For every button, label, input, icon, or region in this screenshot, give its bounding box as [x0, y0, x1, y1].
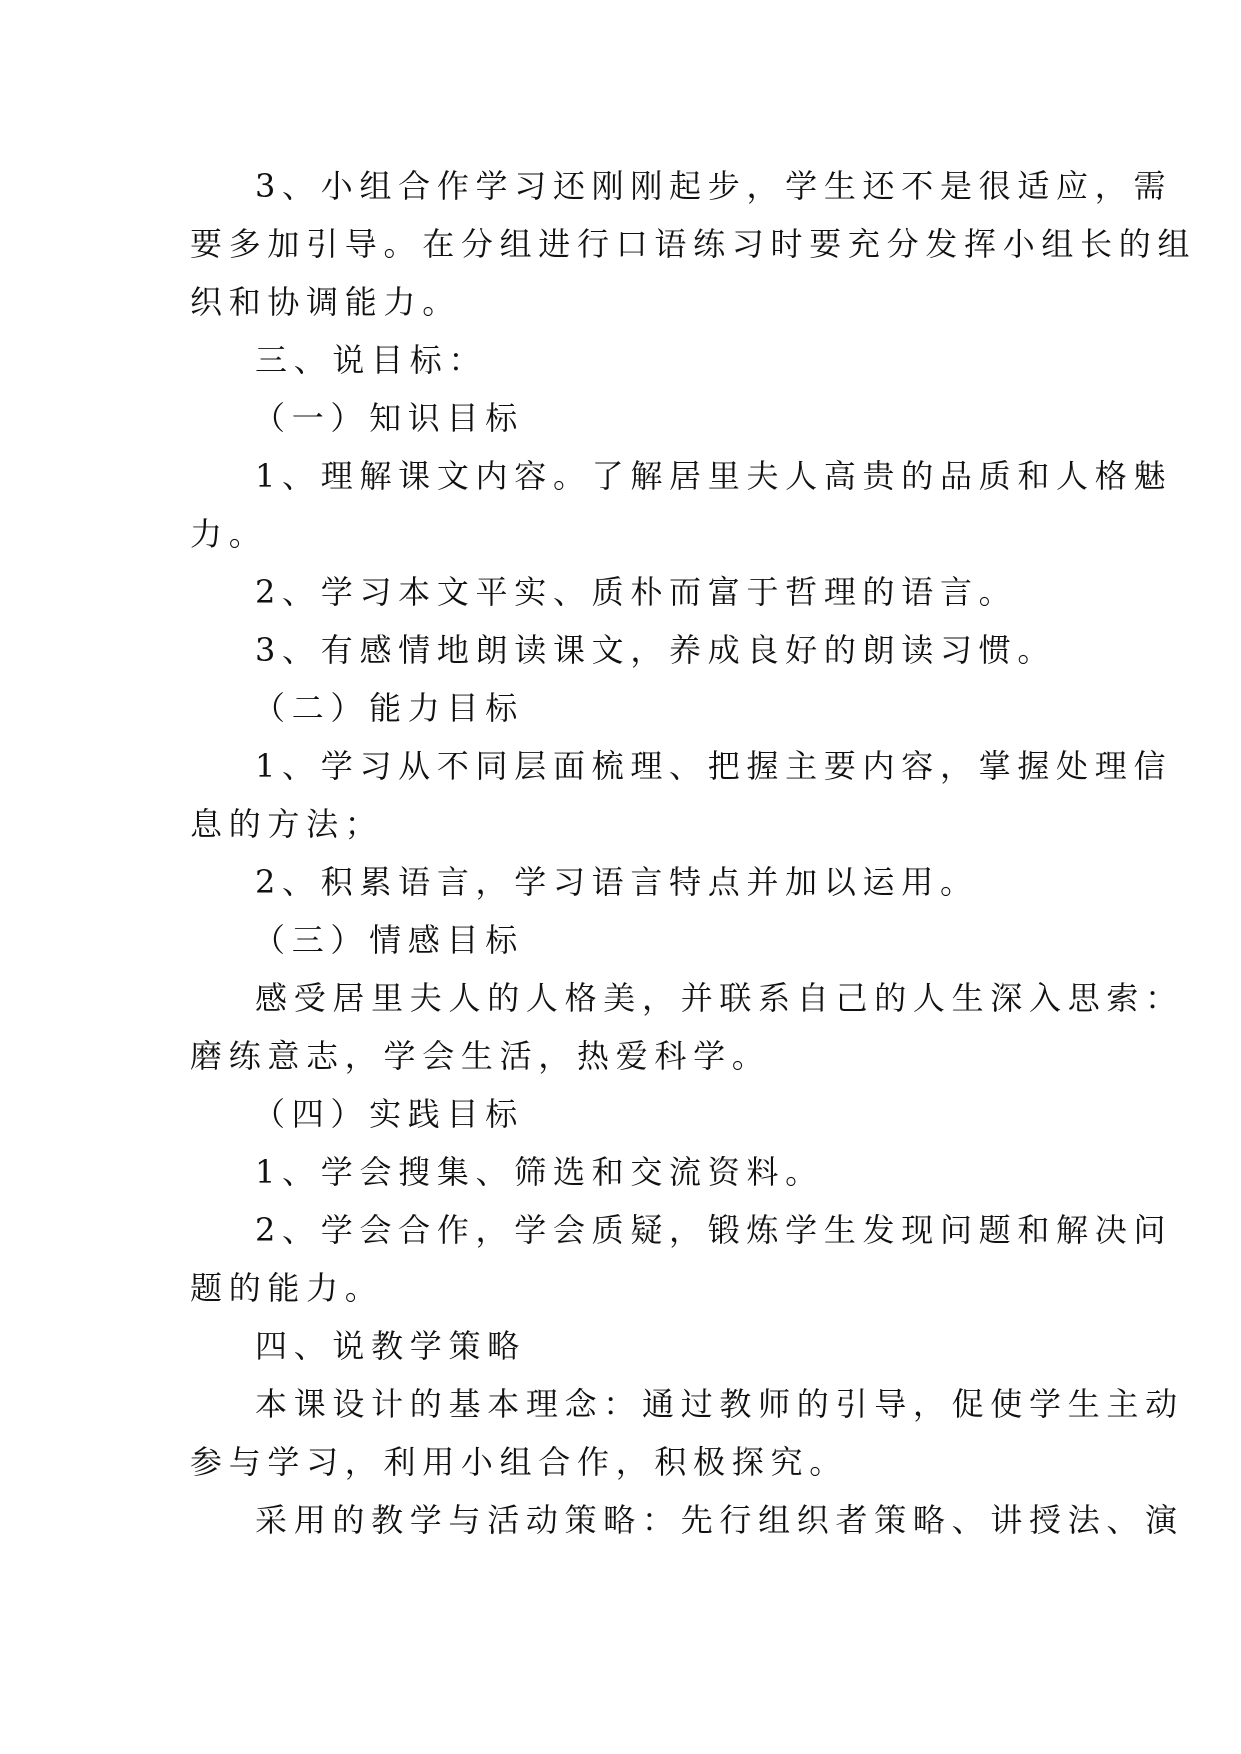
paragraph-line: 1、理解课文内容。了解居里夫人高贵的品质和人格魅	[255, 457, 1173, 495]
subsection-heading: （三）情感目标	[253, 921, 524, 959]
paragraph-line: 2、学习本文平实、质朴而富于哲理的语言。	[255, 573, 1018, 611]
subsection-heading: （二）能力目标	[253, 689, 524, 727]
paragraph-line: 本课设计的基本理念：通过教师的引导，促使学生主动	[255, 1385, 1184, 1423]
paragraph-line: 3、有感情地朗读课文，养成良好的朗读习惯。	[255, 631, 1057, 669]
paragraph-line: 1、学会搜集、筛选和交流资料。	[255, 1153, 824, 1191]
paragraph-line: 1、学习从不同层面梳理、把握主要内容，掌握处理信	[255, 747, 1173, 785]
paragraph-line: 3、小组合作学习还刚刚起步，学生还不是很适应，需	[255, 167, 1173, 205]
section-heading: 四、说教学策略	[255, 1327, 526, 1365]
paragraph-line: 感受居里夫人的人格美，并联系自己的人生深入思索：	[255, 979, 1184, 1017]
subsection-heading: （四）实践目标	[253, 1095, 524, 1133]
paragraph-line: 磨练意志，学会生活，热爱科学。	[190, 1037, 771, 1075]
paragraph-line: 采用的教学与活动策略：先行组织者策略、讲授法、演	[255, 1501, 1184, 1539]
section-heading: 三、说目标：	[255, 341, 488, 379]
paragraph-line: 要多加引导。在分组进行口语练习时要充分发挥小组长的组	[190, 225, 1197, 263]
paragraph-line: 织和协调能力。	[190, 283, 461, 321]
paragraph-line: 力。	[190, 515, 268, 553]
subsection-heading: （一）知识目标	[253, 399, 524, 437]
paragraph-line: 参与学习，利用小组合作，积极探究。	[190, 1443, 848, 1481]
paragraph-line: 题的能力。	[190, 1269, 384, 1307]
paragraph-line: 2、学会合作，学会质疑，锻炼学生发现问题和解决问	[255, 1211, 1173, 1249]
paragraph-line: 2、积累语言，学习语言特点并加以运用。	[255, 863, 979, 901]
paragraph-line: 息的方法；	[190, 805, 384, 843]
